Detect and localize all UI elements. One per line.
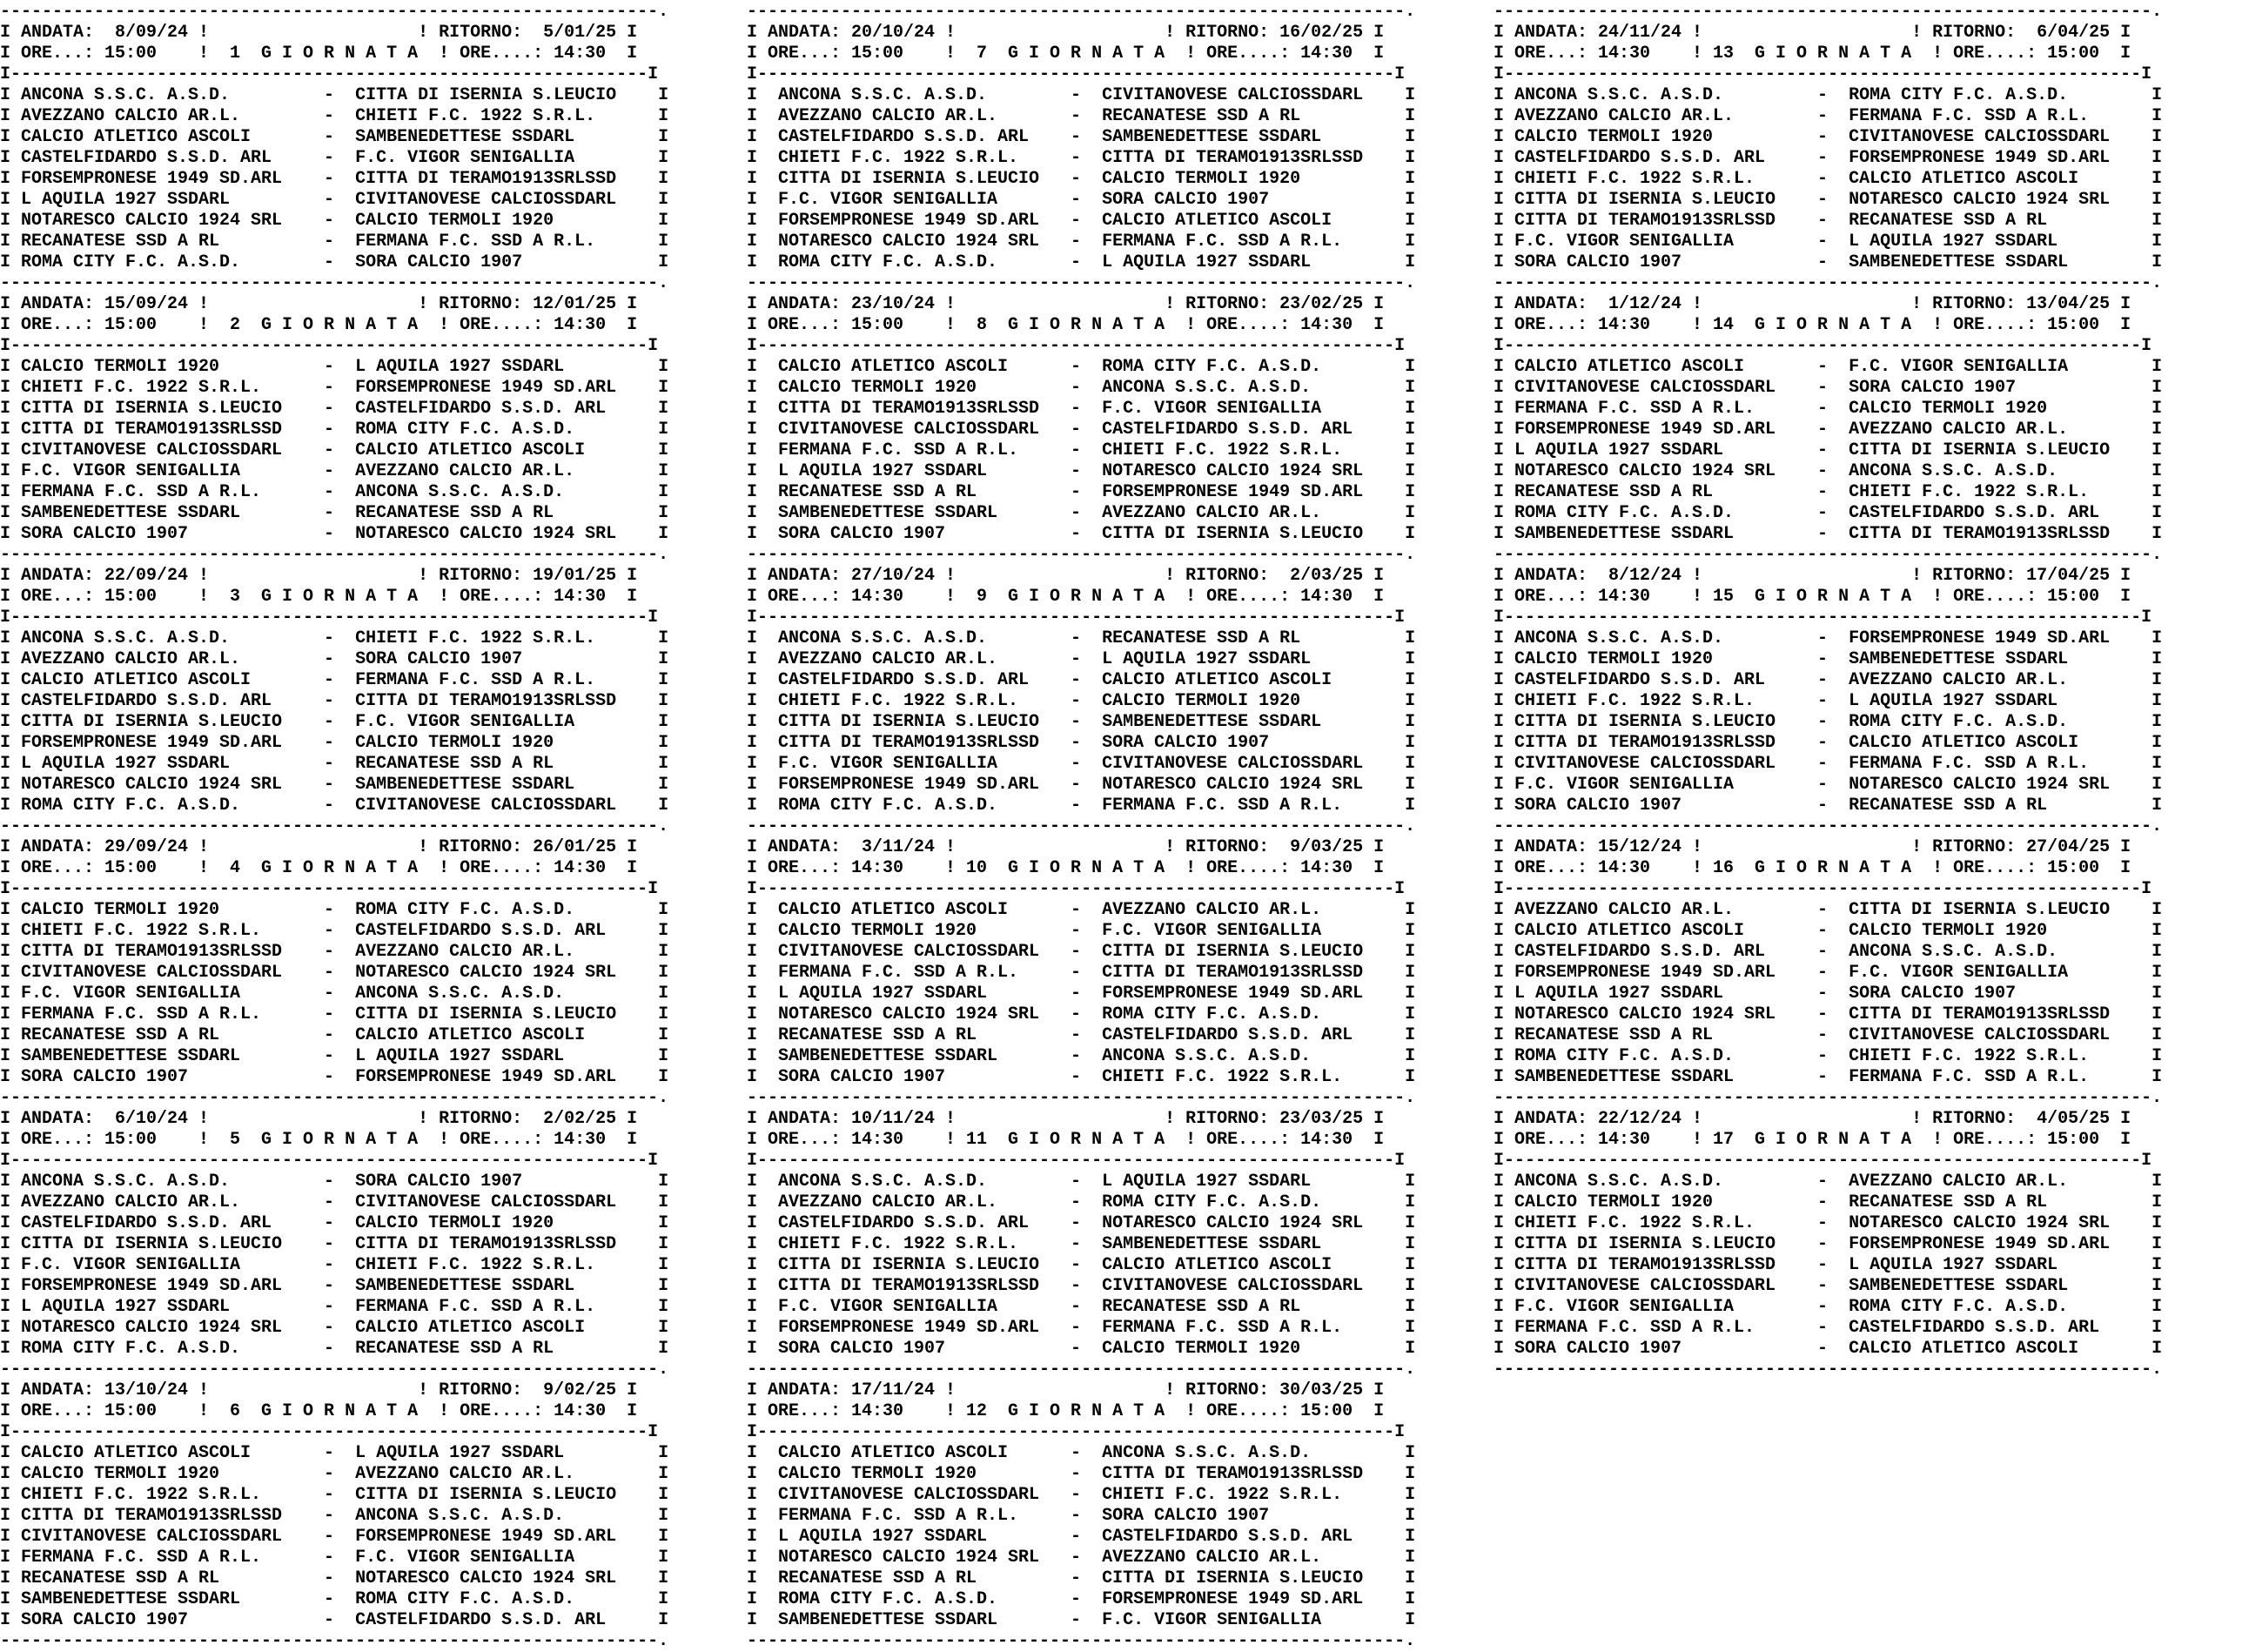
matchday-block xyxy=(747,2,1415,273)
match-row: I NOTARESCO CALCIO 1924 SRL - ANCONA S.S.C. A.S.D. I xyxy=(1494,461,2163,481)
matchday-times-row: I ORE...: 15:00 ! 6 G I O R N A T A ! ORE....: 14:30 I xyxy=(0,1401,638,1421)
matchday-block xyxy=(0,816,668,1088)
column-bottom-rule: ---------------------------------------------------------------. xyxy=(747,1631,1416,1651)
match-row: I FERMANA F.C. SSD A R.L. - CALCIO TERMOLI 1920 I xyxy=(1494,399,2163,419)
match-row: I CITTA DI TERAMO1913SRLSSD - AVEZZANO CALCIO AR.L. I xyxy=(0,942,669,962)
match-row: I CITTA DI TERAMO1913SRLSSD - SORA CALCIO 1907 I xyxy=(747,733,1416,753)
matchday-times-row: I ORE...: 14:30 ! 14 G I O R N A T A ! ORE....: 15:00 I xyxy=(1494,315,2131,335)
match-row: I CITTA DI TERAMO1913SRLSSD - F.C. VIGOR SENIGALLIA I xyxy=(747,399,1416,419)
block-top-rule: ---------------------------------------------------------------. xyxy=(747,1360,1416,1380)
match-row: I L AQUILA 1927 SSDARL - CASTELFIDARDO S.S.D. ARL I xyxy=(747,1527,1416,1547)
matchday-times-row: I ORE...: 14:30 ! 17 G I O R N A T A ! ORE....: 15:00 I xyxy=(1494,1130,2131,1150)
match-row: I ANCONA S.S.C. A.S.D. - AVEZZANO CALCIO AR.L. I xyxy=(1494,1172,2163,1192)
match-row: I CASTELFIDARDO S.S.D. ARL - ANCONA S.S.C. A.S.D. I xyxy=(1494,942,2163,962)
match-row: I CASTELFIDARDO S.S.D. ARL - SAMBENEDETTESE SSDARL I xyxy=(747,127,1416,147)
matchday-block xyxy=(1494,1088,2162,1360)
match-row: I F.C. VIGOR SENIGALLIA - CIVITANOVESE CALCIOSSDARL I xyxy=(747,754,1416,774)
match-row: I CALCIO TERMOLI 1920 - CITTA DI TERAMO1913SRLSSD I xyxy=(747,1464,1416,1484)
match-row: I FORSEMPRONESE 1949 SD.ARL - FERMANA F.C. SSD A R.L. I xyxy=(747,1318,1416,1338)
header-separator-rule: I-------------------------------------------------------------I xyxy=(0,336,659,356)
match-row: I ROMA CITY F.C. A.S.D. - FORSEMPRONESE 1949 SD.ARL I xyxy=(747,1589,1416,1609)
match-row: I NOTARESCO CALCIO 1924 SRL - ROMA CITY F.C. A.S.D. I xyxy=(747,1004,1416,1024)
match-row: I NOTARESCO CALCIO 1924 SRL - AVEZZANO CALCIO AR.L. I xyxy=(747,1548,1416,1568)
match-row: I CITTA DI ISERNIA S.LEUCIO - CITTA DI TERAMO1913SRLSSD I xyxy=(0,1234,669,1254)
match-row: I CASTELFIDARDO S.S.D. ARL - F.C. VIGOR SENIGALLIA I xyxy=(0,148,669,168)
block-top-rule: ---------------------------------------------------------------. xyxy=(0,1360,669,1380)
match-row: I SAMBENEDETTESE SSDARL - FERMANA F.C. SSD A R.L. I xyxy=(1494,1067,2163,1087)
match-row: I CASTELFIDARDO S.S.D. ARL - NOTARESCO CALCIO 1924 SRL I xyxy=(747,1213,1416,1233)
header-separator-rule: I-------------------------------------------------------------I xyxy=(1494,879,2152,899)
match-row: I SORA CALCIO 1907 - CITTA DI ISERNIA S.LEUCIO I xyxy=(747,524,1416,544)
match-row: I SAMBENEDETTESE SSDARL - CITTA DI TERAMO1913SRLSSD I xyxy=(1494,524,2163,544)
calendar-column-1 xyxy=(0,2,668,1652)
match-row: I CHIETI F.C. 1922 S.R.L. - FORSEMPRONESE 1949 SD.ARL I xyxy=(0,378,669,398)
match-row: I AVEZZANO CALCIO AR.L. - FERMANA F.C. SSD A R.L. I xyxy=(1494,106,2163,126)
matchday-dates-row: I ANDATA: 13/10/24 ! ! RITORNO: 9/02/25 I xyxy=(0,1380,638,1400)
header-separator-rule: I-------------------------------------------------------------I xyxy=(0,1422,659,1442)
match-row: I CITTA DI ISERNIA S.LEUCIO - F.C. VIGOR SENIGALLIA I xyxy=(0,712,669,732)
match-row: I CALCIO ATLETICO ASCOLI - ANCONA S.S.C. A.S.D. I xyxy=(747,1443,1416,1463)
match-row: I ANCONA S.S.C. A.S.D. - SORA CALCIO 1907 I xyxy=(0,1172,669,1192)
match-row: I AVEZZANO CALCIO AR.L. - CITTA DI ISERNIA S.LEUCIO I xyxy=(1494,900,2163,920)
match-row: I CALCIO ATLETICO ASCOLI - FERMANA F.C. SSD A R.L. I xyxy=(0,670,669,690)
block-top-rule: ---------------------------------------------------------------. xyxy=(0,2,669,22)
match-row: I ROMA CITY F.C. A.S.D. - CASTELFIDARDO S.S.D. ARL I xyxy=(1494,503,2163,523)
matchday-block xyxy=(747,1360,1415,1631)
matchday-dates-row: I ANDATA: 10/11/24 ! ! RITORNO: 23/03/25 I xyxy=(747,1109,1385,1129)
match-row: I FERMANA F.C. SSD A R.L. - CITTA DI ISERNIA S.LEUCIO I xyxy=(0,1004,669,1024)
header-separator-rule: I-------------------------------------------------------------I xyxy=(1494,64,2152,84)
match-row: I CIVITANOVESE CALCIOSSDARL - CHIETI F.C. 1922 S.R.L. I xyxy=(747,1485,1416,1505)
match-row: I CIVITANOVESE CALCIOSSDARL - CALCIO ATLETICO ASCOLI I xyxy=(0,440,669,460)
match-row: I ANCONA S.S.C. A.S.D. - ROMA CITY F.C. A.S.D. I xyxy=(1494,85,2163,105)
match-row: I RECANATESE SSD A RL - CALCIO ATLETICO ASCOLI I xyxy=(0,1025,669,1045)
match-row: I FORSEMPRONESE 1949 SD.ARL - NOTARESCO CALCIO 1924 SRL I xyxy=(747,775,1416,795)
matchday-dates-row: I ANDATA: 27/10/24 ! ! RITORNO: 2/03/25 I xyxy=(747,566,1385,586)
match-row: I FERMANA F.C. SSD A R.L. - CASTELFIDARDO S.S.D. ARL I xyxy=(1494,1318,2163,1338)
match-row: I CALCIO ATLETICO ASCOLI - CALCIO TERMOLI 1920 I xyxy=(1494,921,2163,941)
match-row: I CHIETI F.C. 1922 S.R.L. - SAMBENEDETTESE SSDARL I xyxy=(747,1234,1416,1254)
match-row: I CALCIO TERMOLI 1920 - F.C. VIGOR SENIGALLIA I xyxy=(747,921,1416,941)
match-row: I CIVITANOVESE CALCIOSSDARL - FERMANA F.C. SSD A R.L. I xyxy=(1494,754,2163,774)
match-row: I CALCIO TERMOLI 1920 - CIVITANOVESE CALCIOSSDARL I xyxy=(1494,127,2163,147)
column-bottom-rule: ---------------------------------------------------------------. xyxy=(0,1631,669,1651)
match-row: I ANCONA S.S.C. A.S.D. - CITTA DI ISERNIA S.LEUCIO I xyxy=(0,85,669,105)
matchday-block xyxy=(747,545,1415,816)
match-row: I AVEZZANO CALCIO AR.L. - RECANATESE SSD A RL I xyxy=(747,106,1416,126)
match-row: I CALCIO ATLETICO ASCOLI - SAMBENEDETTESE SSDARL I xyxy=(0,127,669,147)
match-row: I SORA CALCIO 1907 - NOTARESCO CALCIO 1924 SRL I xyxy=(0,524,669,544)
header-separator-rule: I-------------------------------------------------------------I xyxy=(747,336,1406,356)
matchday-times-row: I ORE...: 15:00 ! 1 G I O R N A T A ! ORE....: 14:30 I xyxy=(0,44,638,64)
matchday-block xyxy=(1494,273,2162,545)
match-row: I RECANATESE SSD A RL - CHIETI F.C. 1922 S.R.L. I xyxy=(1494,482,2163,502)
match-row: I ROMA CITY F.C. A.S.D. - L AQUILA 1927 SSDARL I xyxy=(747,252,1416,272)
matchday-dates-row: I ANDATA: 17/11/24 ! ! RITORNO: 30/03/25 I xyxy=(747,1380,1385,1400)
block-top-rule: ---------------------------------------------------------------. xyxy=(747,545,1416,565)
match-row: I CALCIO ATLETICO ASCOLI - AVEZZANO CALCIO AR.L. I xyxy=(747,900,1416,920)
header-separator-rule: I-------------------------------------------------------------I xyxy=(0,879,659,899)
matchday-block xyxy=(0,2,668,273)
matchday-times-row: I ORE...: 14:30 ! 11 G I O R N A T A ! ORE....: 14:30 I xyxy=(747,1130,1385,1150)
match-row: I CHIETI F.C. 1922 S.R.L. - NOTARESCO CALCIO 1924 SRL I xyxy=(1494,1213,2163,1233)
block-top-rule: ---------------------------------------------------------------. xyxy=(1494,273,2163,293)
match-row: I FORSEMPRONESE 1949 SD.ARL - CITTA DI TERAMO1913SRLSSD I xyxy=(0,169,669,189)
match-row: I RECANATESE SSD A RL - FORSEMPRONESE 1949 SD.ARL I xyxy=(747,482,1416,502)
header-separator-rule: I-------------------------------------------------------------I xyxy=(747,1422,1406,1442)
matchday-dates-row: I ANDATA: 3/11/24 ! ! RITORNO: 9/03/25 I xyxy=(747,837,1385,857)
match-row: I RECANATESE SSD A RL - CIVITANOVESE CALCIOSSDARL I xyxy=(1494,1025,2163,1045)
match-row: I F.C. VIGOR SENIGALLIA - AVEZZANO CALCIO AR.L. I xyxy=(0,461,669,481)
match-row: I ANCONA S.S.C. A.S.D. - L AQUILA 1927 SSDARL I xyxy=(747,1172,1416,1192)
match-row: I SAMBENEDETTESE SSDARL - RECANATESE SSD A RL I xyxy=(0,503,669,523)
match-row: I FERMANA F.C. SSD A R.L. - F.C. VIGOR SENIGALLIA I xyxy=(0,1548,669,1568)
match-row: I CHIETI F.C. 1922 S.R.L. - CALCIO ATLETICO ASCOLI I xyxy=(1494,169,2163,189)
match-row: I CITTA DI TERAMO1913SRLSSD - ROMA CITY F.C. A.S.D. I xyxy=(0,420,669,440)
match-row: I SAMBENEDETTESE SSDARL - ANCONA S.S.C. A.S.D. I xyxy=(747,1046,1416,1066)
match-row: I FORSEMPRONESE 1949 SD.ARL - AVEZZANO CALCIO AR.L. I xyxy=(1494,420,2163,440)
matchday-dates-row: I ANDATA: 23/10/24 ! ! RITORNO: 23/02/25 I xyxy=(747,294,1385,314)
match-row: I L AQUILA 1927 SSDARL - RECANATESE SSD A RL I xyxy=(0,754,669,774)
calendar-column-3 xyxy=(1494,2,2162,1380)
match-row: I CITTA DI TERAMO1913SRLSSD - CIVITANOVESE CALCIOSSDARL I xyxy=(747,1276,1416,1296)
match-row: I L AQUILA 1927 SSDARL - SORA CALCIO 1907 I xyxy=(1494,984,2163,1004)
match-row: I CITTA DI ISERNIA S.LEUCIO - NOTARESCO CALCIO 1924 SRL I xyxy=(1494,190,2163,210)
block-top-rule: ---------------------------------------------------------------. xyxy=(0,1088,669,1108)
match-row: I CALCIO ATLETICO ASCOLI - L AQUILA 1927 SSDARL I xyxy=(0,1443,669,1463)
match-row: I FORSEMPRONESE 1949 SD.ARL - CALCIO TERMOLI 1920 I xyxy=(0,733,669,753)
match-row: I ROMA CITY F.C. A.S.D. - FERMANA F.C. SSD A R.L. I xyxy=(747,796,1416,816)
match-row: I CIVITANOVESE CALCIOSSDARL - SAMBENEDETTESE SSDARL I xyxy=(1494,1276,2163,1296)
match-row: I CASTELFIDARDO S.S.D. ARL - CITTA DI TERAMO1913SRLSSD I xyxy=(0,691,669,711)
block-top-rule: ---------------------------------------------------------------. xyxy=(1494,2,2163,22)
match-row: I L AQUILA 1927 SSDARL - NOTARESCO CALCIO 1924 SRL I xyxy=(747,461,1416,481)
matchday-times-row: I ORE...: 15:00 ! 7 G I O R N A T A ! ORE....: 14:30 I xyxy=(747,44,1385,64)
match-row: I CITTA DI ISERNIA S.LEUCIO - CASTELFIDARDO S.S.D. ARL I xyxy=(0,399,669,419)
match-row: I AVEZZANO CALCIO AR.L. - CHIETI F.C. 1922 S.R.L. I xyxy=(0,106,669,126)
match-row: I ROMA CITY F.C. A.S.D. - RECANATESE SSD A RL I xyxy=(0,1339,669,1359)
match-row: I NOTARESCO CALCIO 1924 SRL - CITTA DI TERAMO1913SRLSSD I xyxy=(1494,1004,2163,1024)
header-separator-rule: I-------------------------------------------------------------I xyxy=(0,608,659,628)
matchday-dates-row: I ANDATA: 20/10/24 ! ! RITORNO: 16/02/25 I xyxy=(747,23,1385,43)
match-row: I CITTA DI ISERNIA S.LEUCIO - CALCIO TERMOLI 1920 I xyxy=(747,169,1416,189)
matchday-times-row: I ORE...: 14:30 ! 13 G I O R N A T A ! ORE....: 15:00 I xyxy=(1494,44,2131,64)
matchday-times-row: I ORE...: 14:30 ! 12 G I O R N A T A ! ORE....: 15:00 I xyxy=(747,1401,1385,1421)
matchday-block xyxy=(0,545,668,816)
block-top-rule: ---------------------------------------------------------------. xyxy=(747,1088,1416,1108)
match-row: I CITTA DI TERAMO1913SRLSSD - ANCONA S.S.C. A.S.D. I xyxy=(0,1506,669,1526)
match-row: I F.C. VIGOR SENIGALLIA - ANCONA S.S.C. A.S.D. I xyxy=(0,984,669,1004)
match-row: I RECANATESE SSD A RL - CITTA DI ISERNIA S.LEUCIO I xyxy=(747,1568,1416,1588)
match-row: I AVEZZANO CALCIO AR.L. - SORA CALCIO 1907 I xyxy=(0,649,669,669)
match-row: I SAMBENEDETTESE SSDARL - F.C. VIGOR SENIGALLIA I xyxy=(747,1610,1416,1630)
match-row: I CALCIO TERMOLI 1920 - ANCONA S.S.C. A.S.D. I xyxy=(747,378,1416,398)
match-row: I CASTELFIDARDO S.S.D. ARL - CALCIO TERMOLI 1920 I xyxy=(0,1213,669,1233)
matchday-times-row: I ORE...: 15:00 ! 2 G I O R N A T A ! ORE....: 14:30 I xyxy=(0,315,638,335)
block-top-rule: ---------------------------------------------------------------. xyxy=(1494,816,2163,836)
match-row: I CALCIO TERMOLI 1920 - ROMA CITY F.C. A.S.D. I xyxy=(0,900,669,920)
matchday-dates-row: I ANDATA: 24/11/24 ! ! RITORNO: 6/04/25 I xyxy=(1494,23,2131,43)
match-row: I NOTARESCO CALCIO 1924 SRL - CALCIO TERMOLI 1920 I xyxy=(0,211,669,231)
match-row: I CHIETI F.C. 1922 S.R.L. - CASTELFIDARDO S.S.D. ARL I xyxy=(0,921,669,941)
match-row: I SORA CALCIO 1907 - CALCIO TERMOLI 1920 I xyxy=(747,1339,1416,1359)
match-row: I SORA CALCIO 1907 - SAMBENEDETTESE SSDARL I xyxy=(1494,252,2163,272)
match-row: I CITTA DI ISERNIA S.LEUCIO - SAMBENEDETTESE SSDARL I xyxy=(747,712,1416,732)
matchday-block xyxy=(747,273,1415,545)
header-separator-rule: I-------------------------------------------------------------I xyxy=(747,1151,1406,1171)
match-row: I CHIETI F.C. 1922 S.R.L. - CALCIO TERMOLI 1920 I xyxy=(747,691,1416,711)
matchday-times-row: I ORE...: 14:30 ! 15 G I O R N A T A ! ORE....: 15:00 I xyxy=(1494,587,2131,607)
match-row: I ROMA CITY F.C. A.S.D. - CHIETI F.C. 1922 S.R.L. I xyxy=(1494,1046,2163,1066)
match-row: I F.C. VIGOR SENIGALLIA - RECANATESE SSD A RL I xyxy=(747,1297,1416,1317)
match-row: I FORSEMPRONESE 1949 SD.ARL - F.C. VIGOR SENIGALLIA I xyxy=(1494,963,2163,983)
matchday-times-row: I ORE...: 15:00 ! 4 G I O R N A T A ! ORE....: 14:30 I xyxy=(0,858,638,878)
block-top-rule: ---------------------------------------------------------------. xyxy=(747,273,1416,293)
header-separator-rule: I-------------------------------------------------------------I xyxy=(747,879,1406,899)
match-row: I CALCIO TERMOLI 1920 - AVEZZANO CALCIO AR.L. I xyxy=(0,1464,669,1484)
block-top-rule: ---------------------------------------------------------------. xyxy=(747,816,1416,836)
match-row: I CHIETI F.C. 1922 S.R.L. - L AQUILA 1927 SSDARL I xyxy=(1494,691,2163,711)
matchday-times-row: I ORE...: 15:00 ! 5 G I O R N A T A ! ORE....: 14:30 I xyxy=(0,1130,638,1150)
match-row: I SORA CALCIO 1907 - CASTELFIDARDO S.S.D. ARL I xyxy=(0,1610,669,1630)
match-row: I CITTA DI TERAMO1913SRLSSD - CALCIO ATLETICO ASCOLI I xyxy=(1494,733,2163,753)
match-row: I FORSEMPRONESE 1949 SD.ARL - CALCIO ATLETICO ASCOLI I xyxy=(747,211,1416,231)
match-row: I CHIETI F.C. 1922 S.R.L. - CITTA DI ISERNIA S.LEUCIO I xyxy=(0,1485,669,1505)
match-row: I CITTA DI TERAMO1913SRLSSD - RECANATESE SSD A RL I xyxy=(1494,211,2163,231)
block-top-rule: ---------------------------------------------------------------. xyxy=(0,273,669,293)
header-separator-rule: I-------------------------------------------------------------I xyxy=(0,64,659,84)
matchday-block xyxy=(747,1088,1415,1360)
match-row: I SORA CALCIO 1907 - CHIETI F.C. 1922 S.R.L. I xyxy=(747,1067,1416,1087)
match-row: I CALCIO TERMOLI 1920 - SAMBENEDETTESE SSDARL I xyxy=(1494,649,2163,669)
match-row: I L AQUILA 1927 SSDARL - CIVITANOVESE CALCIOSSDARL I xyxy=(0,190,669,210)
matchday-dates-row: I ANDATA: 8/09/24 ! ! RITORNO: 5/01/25 I xyxy=(0,23,638,43)
header-separator-rule: I-------------------------------------------------------------I xyxy=(747,64,1406,84)
block-top-rule: ---------------------------------------------------------------. xyxy=(747,2,1416,22)
match-row: I SORA CALCIO 1907 - FORSEMPRONESE 1949 SD.ARL I xyxy=(0,1067,669,1087)
block-top-rule: ---------------------------------------------------------------. xyxy=(0,816,669,836)
match-row: I FERMANA F.C. SSD A R.L. - SORA CALCIO 1907 I xyxy=(747,1506,1416,1526)
match-row: I L AQUILA 1927 SSDARL - CITTA DI ISERNIA S.LEUCIO I xyxy=(1494,440,2163,460)
match-row: I F.C. VIGOR SENIGALLIA - SORA CALCIO 1907 I xyxy=(747,190,1416,210)
match-row: I ROMA CITY F.C. A.S.D. - CIVITANOVESE CALCIOSSDARL I xyxy=(0,796,669,816)
header-separator-rule: I-------------------------------------------------------------I xyxy=(747,608,1406,628)
match-row: I FERMANA F.C. SSD A R.L. - CHIETI F.C. 1922 S.R.L. I xyxy=(747,440,1416,460)
match-row: I F.C. VIGOR SENIGALLIA - NOTARESCO CALCIO 1924 SRL I xyxy=(1494,775,2163,795)
match-row: I CASTELFIDARDO S.S.D. ARL - CALCIO ATLETICO ASCOLI I xyxy=(747,670,1416,690)
match-row: I RECANATESE SSD A RL - NOTARESCO CALCIO 1924 SRL I xyxy=(0,1568,669,1588)
block-top-rule: ---------------------------------------------------------------. xyxy=(1494,545,2163,565)
match-row: I FERMANA F.C. SSD A R.L. - ANCONA S.S.C. A.S.D. I xyxy=(0,482,669,502)
column-bottom-rule: ---------------------------------------------------------------. xyxy=(1494,1360,2163,1380)
match-row: I CALCIO ATLETICO ASCOLI - F.C. VIGOR SENIGALLIA I xyxy=(1494,357,2163,377)
block-top-rule: ---------------------------------------------------------------. xyxy=(1494,1088,2163,1108)
match-row: I SAMBENEDETTESE SSDARL - ROMA CITY F.C. A.S.D. I xyxy=(0,1589,669,1609)
matchday-dates-row: I ANDATA: 22/12/24 ! ! RITORNO: 4/05/25 I xyxy=(1494,1109,2131,1129)
match-row: I AVEZZANO CALCIO AR.L. - CIVITANOVESE CALCIOSSDARL I xyxy=(0,1192,669,1212)
match-row: I ANCONA S.S.C. A.S.D. - CHIETI F.C. 1922 S.R.L. I xyxy=(0,628,669,648)
match-row: I CIVITANOVESE CALCIOSSDARL - FORSEMPRONESE 1949 SD.ARL I xyxy=(0,1527,669,1547)
matchday-block xyxy=(0,273,668,545)
matchday-block xyxy=(1494,545,2162,816)
matchday-times-row: I ORE...: 15:00 ! 3 G I O R N A T A ! ORE....: 14:30 I xyxy=(0,587,638,607)
header-separator-rule: I-------------------------------------------------------------I xyxy=(1494,1151,2152,1171)
match-row: I CITTA DI ISERNIA S.LEUCIO - ROMA CITY F.C. A.S.D. I xyxy=(1494,712,2163,732)
matchday-dates-row: I ANDATA: 8/12/24 ! ! RITORNO: 17/04/25 I xyxy=(1494,566,2131,586)
header-separator-rule: I-------------------------------------------------------------I xyxy=(1494,336,2152,356)
header-separator-rule: I-------------------------------------------------------------I xyxy=(0,1151,659,1171)
matchday-block xyxy=(747,816,1415,1088)
match-row: I CITTA DI ISERNIA S.LEUCIO - FORSEMPRONESE 1949 SD.ARL I xyxy=(1494,1234,2163,1254)
match-row: I CASTELFIDARDO S.S.D. ARL - AVEZZANO CALCIO AR.L. I xyxy=(1494,670,2163,690)
match-row: I CALCIO TERMOLI 1920 - L AQUILA 1927 SSDARL I xyxy=(0,357,669,377)
match-row: I CALCIO TERMOLI 1920 - RECANATESE SSD A RL I xyxy=(1494,1192,2163,1212)
match-row: I SAMBENEDETTESE SSDARL - L AQUILA 1927 SSDARL I xyxy=(0,1046,669,1066)
match-row: I RECANATESE SSD A RL - CASTELFIDARDO S.S.D. ARL I xyxy=(747,1025,1416,1045)
match-row: I CIVITANOVESE CALCIOSSDARL - CASTELFIDARDO S.S.D. ARL I xyxy=(747,420,1416,440)
match-row: I CIVITANOVESE CALCIOSSDARL - NOTARESCO CALCIO 1924 SRL I xyxy=(0,963,669,983)
matchday-dates-row: I ANDATA: 15/12/24 ! ! RITORNO: 27/04/25 I xyxy=(1494,837,2131,857)
match-row: I CHIETI F.C. 1922 S.R.L. - CITTA DI TERAMO1913SRLSSD I xyxy=(747,148,1416,168)
match-row: I FERMANA F.C. SSD A R.L. - CITTA DI TERAMO1913SRLSSD I xyxy=(747,963,1416,983)
block-top-rule: ---------------------------------------------------------------. xyxy=(0,545,669,565)
match-row: I ANCONA S.S.C. A.S.D. - RECANATESE SSD A RL I xyxy=(747,628,1416,648)
matchday-dates-row: I ANDATA: 6/10/24 ! ! RITORNO: 2/02/25 I xyxy=(0,1109,638,1129)
match-row: I SAMBENEDETTESE SSDARL - AVEZZANO CALCIO AR.L. I xyxy=(747,503,1416,523)
matchday-block xyxy=(1494,816,2162,1088)
match-row: I CASTELFIDARDO S.S.D. ARL - FORSEMPRONESE 1949 SD.ARL I xyxy=(1494,148,2163,168)
match-row: I CALCIO ATLETICO ASCOLI - ROMA CITY F.C. A.S.D. I xyxy=(747,357,1416,377)
match-row: I CITTA DI ISERNIA S.LEUCIO - CALCIO ATLETICO ASCOLI I xyxy=(747,1255,1416,1275)
match-row: I NOTARESCO CALCIO 1924 SRL - CALCIO ATLETICO ASCOLI I xyxy=(0,1318,669,1338)
match-row: I F.C. VIGOR SENIGALLIA - CHIETI F.C. 1922 S.R.L. I xyxy=(0,1255,669,1275)
match-row: I L AQUILA 1927 SSDARL - FERMANA F.C. SSD A R.L. I xyxy=(0,1297,669,1317)
matchday-block xyxy=(0,1088,668,1360)
match-row: I L AQUILA 1927 SSDARL - FORSEMPRONESE 1949 SD.ARL I xyxy=(747,984,1416,1004)
matchday-times-row: I ORE...: 14:30 ! 16 G I O R N A T A ! ORE....: 15:00 I xyxy=(1494,858,2131,878)
match-row: I CIVITANOVESE CALCIOSSDARL - SORA CALCIO 1907 I xyxy=(1494,378,2163,398)
match-row: I CIVITANOVESE CALCIOSSDARL - CITTA DI ISERNIA S.LEUCIO I xyxy=(747,942,1416,962)
match-row: I RECANATESE SSD A RL - FERMANA F.C. SSD A R.L. I xyxy=(0,232,669,252)
match-row: I F.C. VIGOR SENIGALLIA - L AQUILA 1927 SSDARL I xyxy=(1494,232,2163,252)
match-row: I FORSEMPRONESE 1949 SD.ARL - SAMBENEDETTESE SSDARL I xyxy=(0,1276,669,1296)
match-row: I NOTARESCO CALCIO 1924 SRL - SAMBENEDETTESE SSDARL I xyxy=(0,775,669,795)
matchday-times-row: I ORE...: 15:00 ! 8 G I O R N A T A ! ORE....: 14:30 I xyxy=(747,315,1385,335)
match-row: I CITTA DI TERAMO1913SRLSSD - L AQUILA 1927 SSDARL I xyxy=(1494,1255,2163,1275)
header-separator-rule: I-------------------------------------------------------------I xyxy=(1494,608,2152,628)
matchday-times-row: I ORE...: 14:30 ! 10 G I O R N A T A ! ORE....: 14:30 I xyxy=(747,858,1385,878)
matchday-block xyxy=(0,1360,668,1631)
match-row: I ANCONA S.S.C. A.S.D. - FORSEMPRONESE 1949 SD.ARL I xyxy=(1494,628,2163,648)
match-row: I NOTARESCO CALCIO 1924 SRL - FERMANA F.C. SSD A R.L. I xyxy=(747,232,1416,252)
match-row: I AVEZZANO CALCIO AR.L. - ROMA CITY F.C. A.S.D. I xyxy=(747,1192,1416,1212)
matchday-dates-row: I ANDATA: 15/09/24 ! ! RITORNO: 12/01/25 I xyxy=(0,294,638,314)
matchday-dates-row: I ANDATA: 1/12/24 ! ! RITORNO: 13/04/25 I xyxy=(1494,294,2131,314)
match-row: I ANCONA S.S.C. A.S.D. - CIVITANOVESE CALCIOSSDARL I xyxy=(747,85,1416,105)
match-row: I SORA CALCIO 1907 - CALCIO ATLETICO ASCOLI I xyxy=(1494,1339,2163,1359)
calendar-column-2 xyxy=(747,2,1415,1652)
matchday-times-row: I ORE...: 14:30 ! 9 G I O R N A T A ! ORE....: 14:30 I xyxy=(747,587,1385,607)
match-row: I AVEZZANO CALCIO AR.L. - L AQUILA 1927 SSDARL I xyxy=(747,649,1416,669)
match-row: I ROMA CITY F.C. A.S.D. - SORA CALCIO 1907 I xyxy=(0,252,669,272)
match-row: I SORA CALCIO 1907 - RECANATESE SSD A RL I xyxy=(1494,796,2163,816)
matchday-dates-row: I ANDATA: 22/09/24 ! ! RITORNO: 19/01/25 I xyxy=(0,566,638,586)
matchday-block xyxy=(1494,2,2162,273)
match-row: I F.C. VIGOR SENIGALLIA - ROMA CITY F.C. A.S.D. I xyxy=(1494,1297,2163,1317)
matchday-dates-row: I ANDATA: 29/09/24 ! ! RITORNO: 26/01/25 I xyxy=(0,837,638,857)
